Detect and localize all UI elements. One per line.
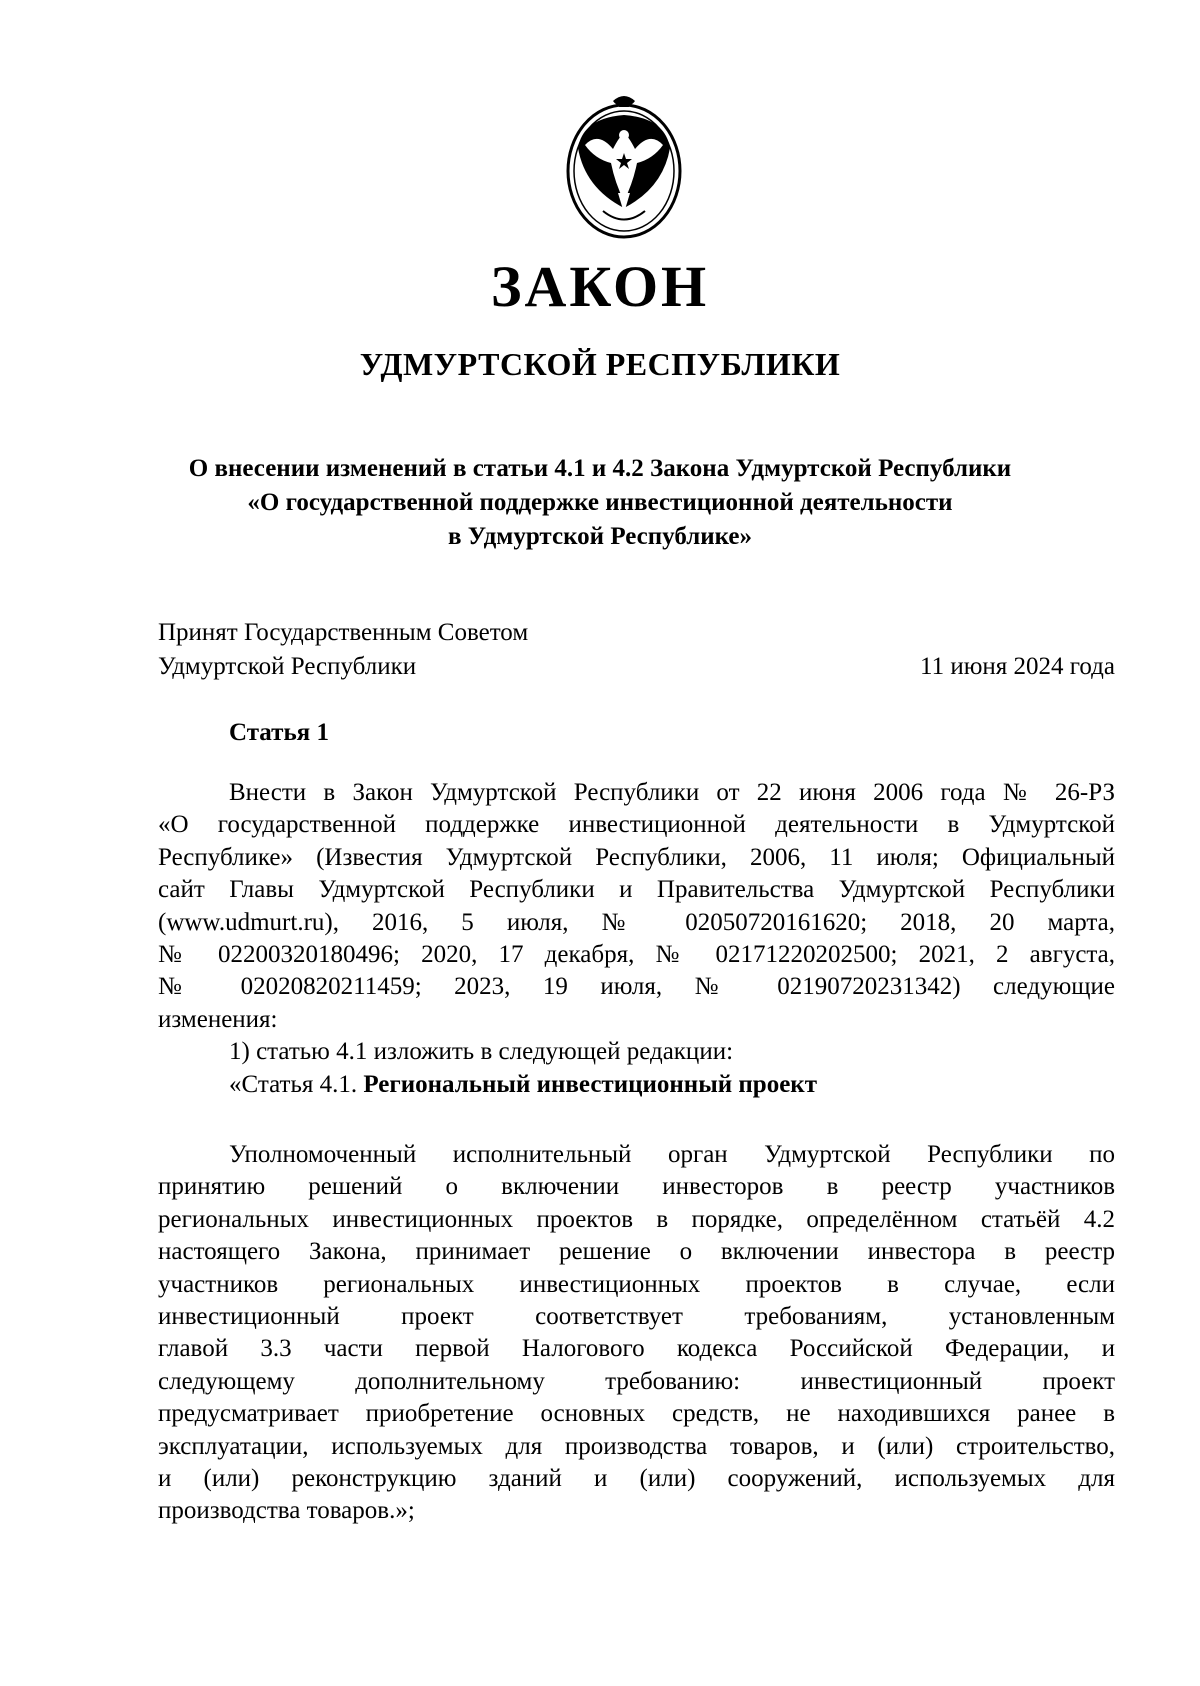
text-line: Внести в Закон Удмуртской Республики от 22 июня 2006 года № 26-РЗ bbox=[229, 779, 1115, 806]
law-title-line: в Удмуртской Республике» bbox=[447, 523, 753, 550]
article-title: Статья 1 bbox=[229, 719, 329, 746]
text-line: следующему дополнительному требованию: инвестиционный проект bbox=[158, 1367, 1115, 1395]
text-line: № 02020820211459; 2023, 19 июля, № 02190720231342) следующие bbox=[158, 973, 1115, 1001]
text-line: сайт Главы Удмуртской Республики и Правительства Удмуртской Республики bbox=[158, 876, 1115, 904]
law-title bbox=[140, 452, 1060, 554]
text-line: эксплуатации, используемых для производства товаров, и (или) строительство, bbox=[158, 1432, 1115, 1460]
text-line: предусматривает приобретение основных средств, не находившихся ранее в bbox=[158, 1400, 1115, 1428]
new-article-prefix: «Статья 4.1. bbox=[229, 1070, 364, 1098]
text-line: инвестиционный проект соответствует требованиям, установленным bbox=[158, 1303, 1115, 1331]
text-line: № 02200320180496; 2020, 17 декабря, № 02171220202500; 2021, 2 августа, bbox=[158, 941, 1115, 969]
adoption-line: Принят Государственным Советом bbox=[158, 619, 529, 646]
text-line: «О государственной поддержке инвестиционной деятельности в Удмуртской bbox=[158, 811, 1115, 839]
text-line: Уполномоченный исполнительный орган Удмуртской Республики по bbox=[229, 1141, 1115, 1168]
udmurt-emblem-icon bbox=[563, 93, 685, 241]
text-line: производства товаров.»; bbox=[158, 1497, 415, 1525]
adoption-info bbox=[158, 616, 528, 684]
adoption-date: 11 июня 2024 года bbox=[920, 653, 1115, 680]
text-line: главой 3.3 части первой Налогового кодекса Российской Федерации, и bbox=[158, 1335, 1115, 1363]
document-title: ЗАКОН bbox=[490, 254, 710, 319]
article-paragraph-1 bbox=[158, 777, 1115, 1101]
text-line: и (или) реконструкцию зданий и (или) сооружений, используемых для bbox=[158, 1465, 1115, 1493]
adoption-line: Удмуртской Республики bbox=[158, 653, 417, 680]
text-line: участников региональных инвестиционных проектов в случае, если bbox=[158, 1270, 1115, 1298]
amendment-item: 1) статью 4.1 изложить в следующей редакции: bbox=[229, 1038, 734, 1066]
article-paragraph-2 bbox=[158, 1139, 1115, 1528]
text-line: региональных инвестиционных проектов в порядке, определённом статьёй 4.2 bbox=[158, 1205, 1115, 1233]
new-article-heading bbox=[158, 1069, 1115, 1101]
text-line: настоящего Закона, принимает решение о включении инвестора в реестр bbox=[158, 1238, 1115, 1266]
law-title-line: О внесении изменений в статьи 4.1 и 4.2 Закона Удмуртской Республики bbox=[188, 455, 1012, 482]
document-subtitle: УДМУРТСКОЙ РЕСПУБЛИКИ bbox=[359, 346, 841, 382]
new-article-title: Региональный инвестиционный проект bbox=[363, 1070, 817, 1098]
text-line: (www.udmurt.ru), 2016, 5 июля, № 02050720161620; 2018, 20 марта, bbox=[158, 908, 1115, 936]
law-title-line: «О государственной поддержке инвестиционной деятельности bbox=[247, 489, 953, 516]
text-line: принятию решений о включении инвесторов в реестр участников bbox=[158, 1173, 1115, 1201]
text-line: Республике» (Известия Удмуртской Республики, 2006, 11 июля; Официальный bbox=[158, 843, 1115, 871]
text-line: изменения: bbox=[158, 1005, 278, 1033]
